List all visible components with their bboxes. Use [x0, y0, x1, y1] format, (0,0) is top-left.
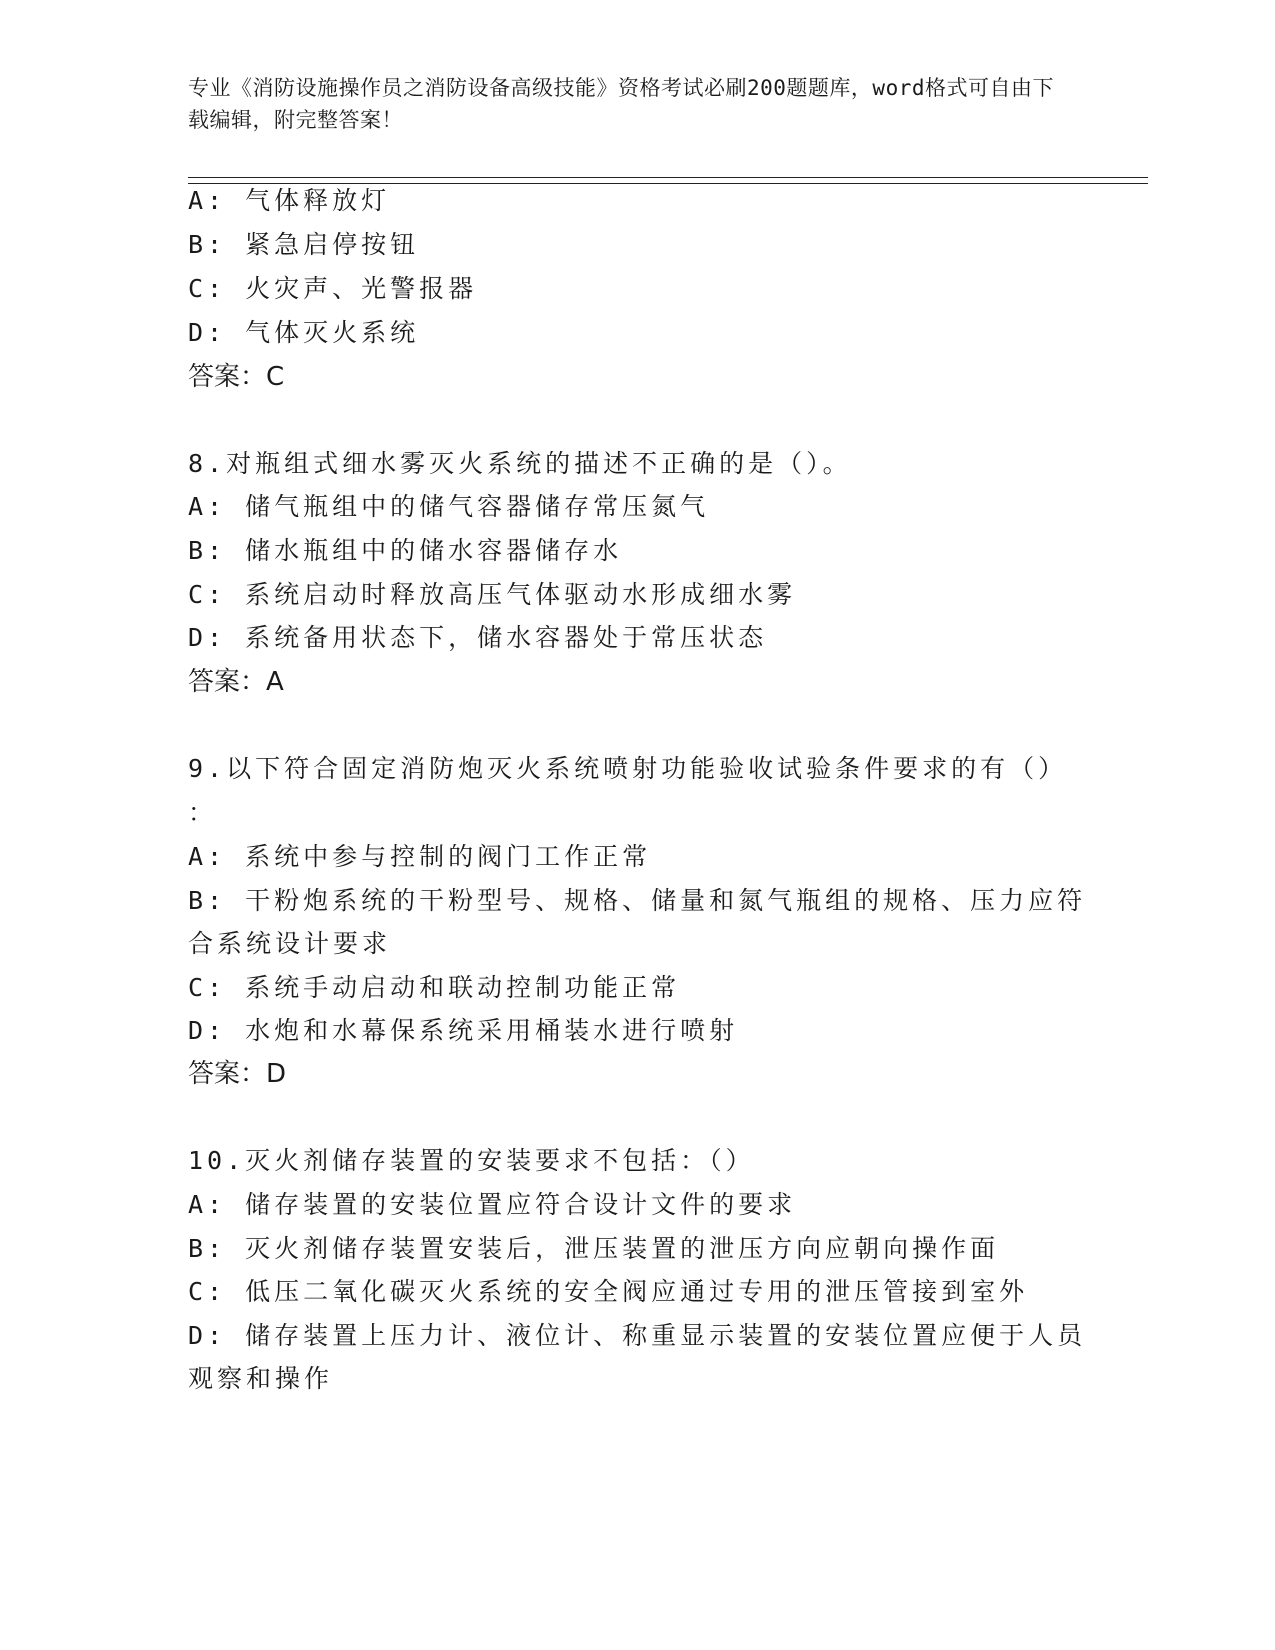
option-a: A: 气体释放灯: [188, 186, 391, 215]
option-a: A: 系统中参与控制的阀门工作正常: [188, 842, 652, 871]
document-header: 专业《消防设施操作员之消防设备高级技能》资格考试必刷200题题库，word格式可自由下载编辑，附完整答案！: [188, 76, 1054, 132]
option-c: C: 火灾声、光警报器: [188, 274, 478, 303]
option-b-continued: 合系统设计要求: [188, 929, 392, 958]
option-b: B: 储水瓶组中的储水容器储存水: [188, 536, 623, 565]
answer: 答案：A: [188, 667, 284, 697]
question-stem: 10.灭火剂储存装置的安装要求不包括：（）: [188, 1146, 755, 1175]
option-d-continued: 观察和操作: [188, 1364, 334, 1393]
answer: 答案：C: [188, 362, 285, 392]
option-c: C: 系统启动时释放高压气体驱动水形成细水雾: [188, 580, 797, 609]
question-stem-continued: ：: [188, 798, 218, 827]
option-d: D: 气体灭火系统: [188, 318, 420, 347]
option-c: C: 低压二氧化碳灭火系统的安全阀应通过专用的泄压管接到室外: [188, 1277, 1029, 1306]
option-d: D: 储存装置上压力计、液位计、称重显示装置的安装位置应便于人员: [188, 1321, 1087, 1350]
option-a: A: 储气瓶组中的储气容器储存常压氮气: [188, 492, 710, 521]
option-c: C: 系统手动启动和联动控制功能正常: [188, 973, 681, 1002]
option-b: B: 干粉炮系统的干粉型号、规格、储量和氮气瓶组的规格、压力应符: [188, 886, 1087, 915]
option-d: D: 水炮和水幕保系统采用桶装水进行喷射: [188, 1016, 739, 1045]
question-stem: 8.对瓶组式细水雾灭火系统的描述不正确的是（）。: [188, 449, 852, 478]
option-b: B: 灭火剂储存装置安装后，泄压装置的泄压方向应朝向操作面: [188, 1234, 1000, 1263]
question-stem: 9.以下符合固定消防炮灭火系统喷射功能验收试验条件要求的有（）: [188, 754, 1068, 783]
option-a: A: 储存装置的安装位置应符合设计文件的要求: [188, 1190, 797, 1219]
header-rule-thick: [188, 177, 1148, 178]
option-b: B: 紧急启停按钮: [188, 230, 420, 259]
option-d: D: 系统备用状态下，储水容器处于常压状态: [188, 623, 768, 652]
answer: 答案：D: [188, 1059, 287, 1089]
